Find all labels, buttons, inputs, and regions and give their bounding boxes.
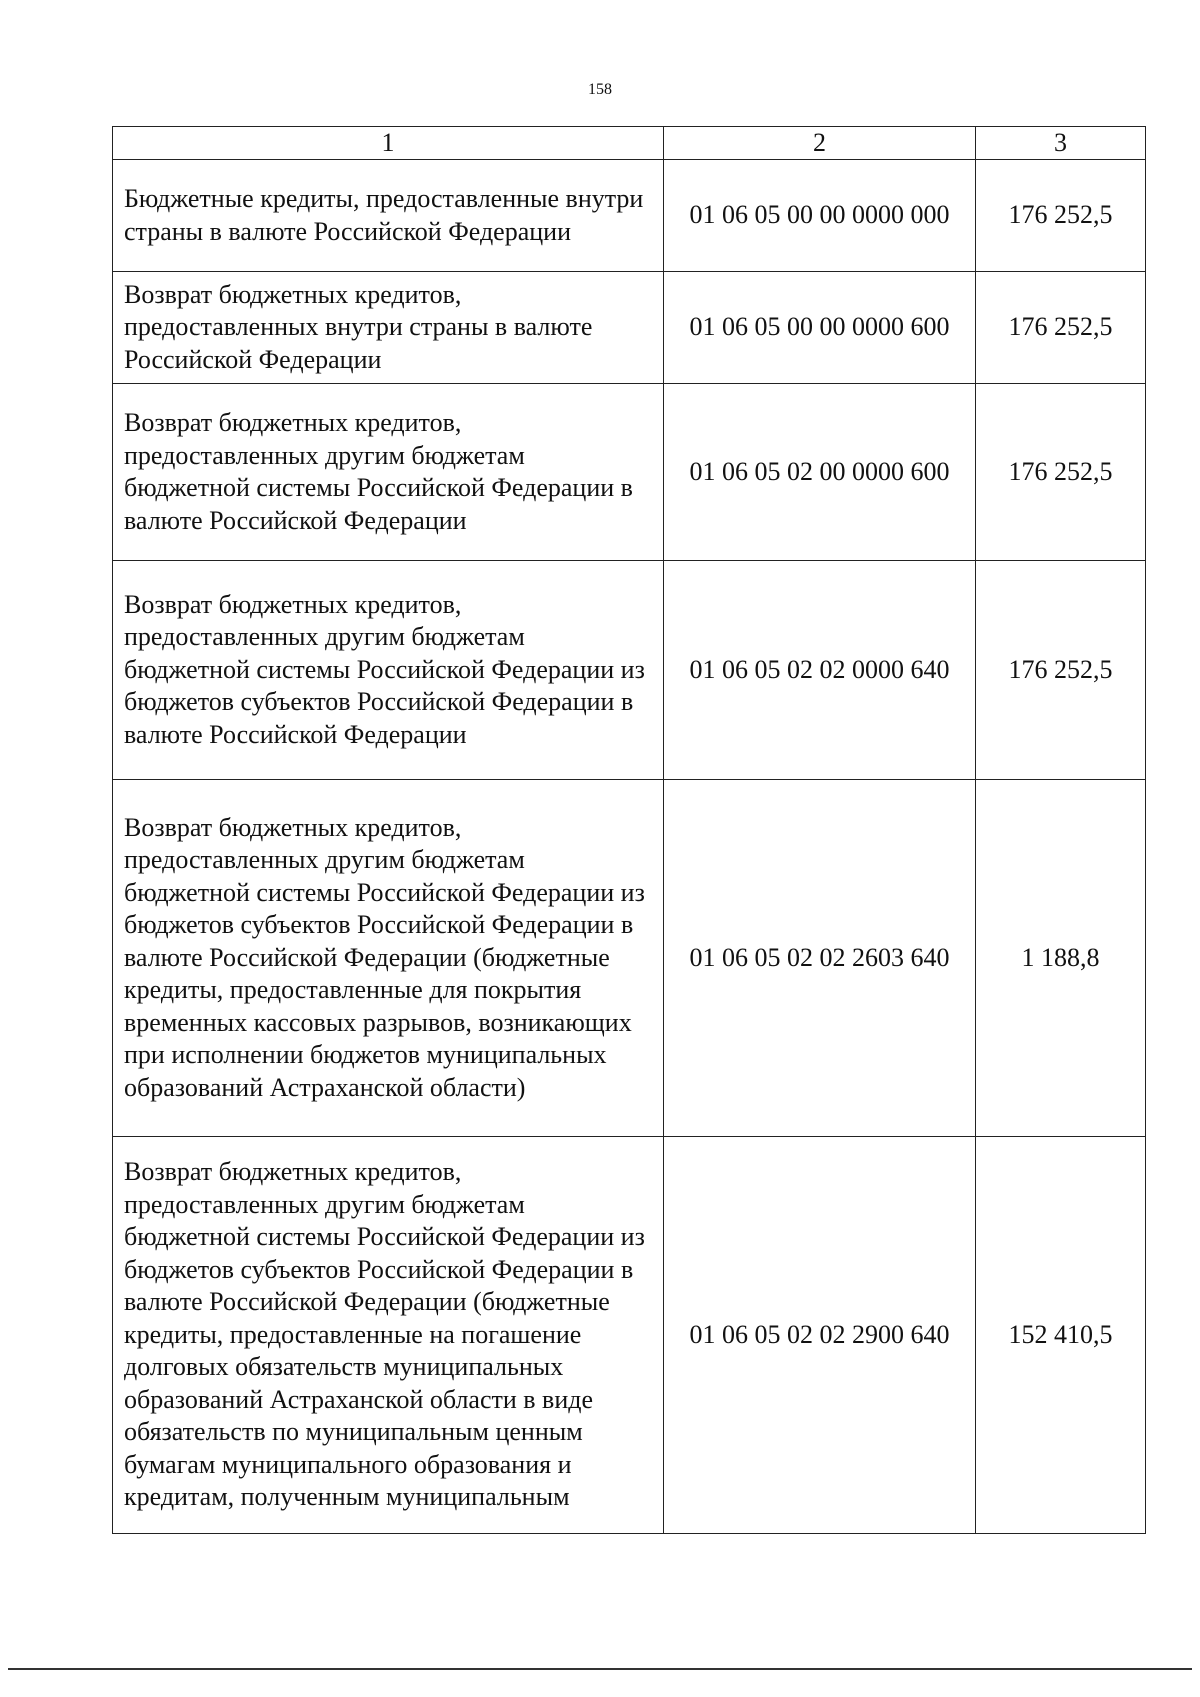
row-code: 01 06 05 02 02 0000 640	[664, 561, 976, 780]
table-row	[113, 561, 1146, 780]
row-code: 01 06 05 00 00 0000 000	[664, 160, 976, 272]
row-amount: 152 410,5	[976, 1137, 1146, 1534]
row-code: 01 06 05 02 02 2900 640	[664, 1137, 976, 1534]
row-description	[113, 384, 664, 561]
row-amount: 176 252,5	[976, 272, 1146, 384]
row-code: 01 06 05 02 02 2603 640	[664, 780, 976, 1137]
row-description	[113, 160, 664, 272]
page-number: 158	[588, 81, 612, 98]
row-amount: 176 252,5	[976, 561, 1146, 780]
row-description	[113, 561, 664, 780]
table-header-row	[113, 127, 1146, 160]
row-amount: 176 252,5	[976, 160, 1146, 272]
column-header-3: 3	[976, 127, 1146, 160]
table-row	[113, 780, 1146, 1137]
row-description-text: Возврат бюджетных кредитов, предоставленных внутри страны в валюте Российской Федерации	[124, 279, 593, 374]
row-description-text: Возврат бюджетных кредитов, предоставленных другим бюджетам бюджетной системы Российской Федерации из бюджетов субъектов Российской Федерации в валюте Российской Федерации (бюджетные кредиты, предоставленные на погашение долговых обязательств муниципальных образований Астраханской области в виде обязательств по муниципальным ценным бумагам муниципального образования и кредитам, полученным муниципальным	[124, 1157, 645, 1512]
footer-divider	[8, 1668, 1192, 1670]
row-code: 01 06 05 02 00 0000 600	[664, 384, 976, 561]
row-description-text: Возврат бюджетных кредитов, предоставленных другим бюджетам бюджетной системы Российской Федерации в валюте Российской Федерации	[124, 408, 633, 535]
row-description-text: Возврат бюджетных кредитов, предоставленных другим бюджетам бюджетной системы Российской Федерации из бюджетов субъектов Российской Федерации в валюте Российской Федерации	[124, 589, 645, 749]
table-row	[113, 384, 1146, 561]
row-description-text: Возврат бюджетных кредитов, предоставленных другим бюджетам бюджетной системы Российской Федерации из бюджетов субъектов Российской Федерации в валюте Российской Федерации (бюджетные кредиты, предоставленные для покрытия временных кассовых разрывов, возникающих при исполнении бюджетов муниципальных образований Астраханской области)	[124, 812, 645, 1102]
column-header-2: 2	[664, 127, 976, 160]
column-header-1: 1	[113, 127, 664, 160]
row-amount: 176 252,5	[976, 384, 1146, 561]
table-row	[113, 1137, 1146, 1534]
row-description	[113, 272, 664, 384]
row-amount: 1 188,8	[976, 780, 1146, 1137]
table-row	[113, 160, 1146, 272]
table-row	[113, 272, 1146, 384]
row-description-text: Бюджетные кредиты, предоставленные внутри страны в валюте Российской Федерации	[124, 184, 644, 246]
row-description	[113, 1137, 664, 1534]
budget-sources-table	[112, 126, 1146, 1534]
row-code: 01 06 05 00 00 0000 600	[664, 272, 976, 384]
row-description	[113, 780, 664, 1137]
